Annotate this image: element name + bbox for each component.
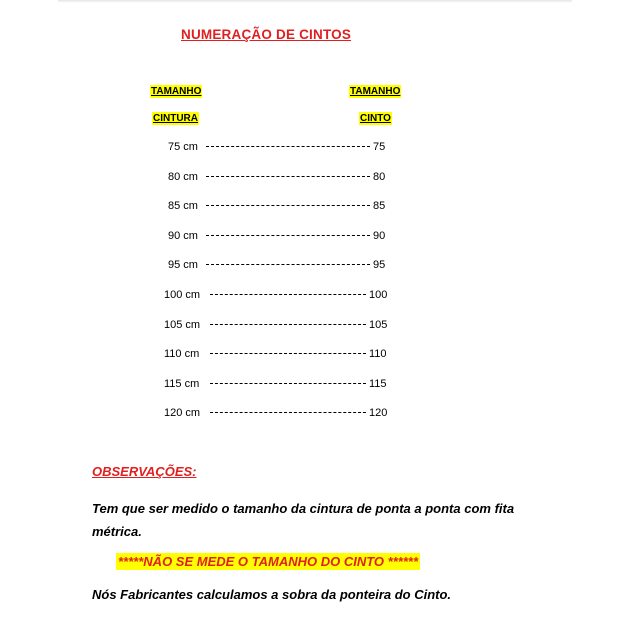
warning-banner: *****NÃO SE MEDE O TAMANHO DO CINTO ****** <box>118 554 419 569</box>
dotted-leader <box>206 264 370 265</box>
observations-text: Tem que ser medido o tamanho da cintura de ponta a ponta com fita métrica. <box>92 501 515 539</box>
waist-size: 100 cm <box>164 289 201 301</box>
belt-size: 115 <box>369 378 387 390</box>
waist-size: 90 cm <box>168 230 198 242</box>
belt-size: 105 <box>369 319 388 331</box>
dotted-leader <box>206 146 370 147</box>
size-row <box>161 139 401 155</box>
size-row <box>161 257 401 273</box>
dotted-leader <box>210 324 366 325</box>
size-row <box>161 287 401 303</box>
waist-size: 85 cm <box>168 200 198 212</box>
dotted-leader <box>206 235 370 236</box>
dotted-leader <box>210 383 366 384</box>
size-row <box>161 346 401 362</box>
belt-size: 110 <box>369 348 387 360</box>
waist-size: 105 cm <box>164 319 201 331</box>
size-row <box>161 169 401 185</box>
size-row <box>161 198 401 214</box>
waist-size: 120 cm <box>164 407 201 419</box>
belt-size: 80 <box>373 171 386 183</box>
waist-size: 95 cm <box>168 259 198 271</box>
belt-size: 85 <box>373 200 386 212</box>
page-top-edge <box>58 0 572 3</box>
size-row <box>161 317 401 333</box>
manufacturer-note: Nós Fabricantes calculamos a sobra da ponteira do Cinto. <box>92 587 452 602</box>
size-row <box>161 405 401 421</box>
dotted-leader <box>210 412 366 413</box>
size-row <box>161 376 401 392</box>
waist-size: 110 cm <box>164 348 200 360</box>
header-waist-line2: CINTURA <box>153 113 198 124</box>
size-row <box>161 228 401 244</box>
waist-size: 75 cm <box>168 141 198 153</box>
dotted-leader <box>210 294 366 295</box>
waist-size: 115 cm <box>164 378 200 390</box>
header-belt-line1: TAMANHO <box>350 86 401 97</box>
header-belt-line2: CINTO <box>360 113 391 124</box>
header-waist-line1: TAMANHO <box>151 86 202 97</box>
observations-title: OBSERVAÇÕES: <box>92 464 197 479</box>
dotted-leader <box>210 353 366 354</box>
belt-size: 75 <box>373 141 386 153</box>
page-title: NUMERAÇÃO DE CINTOS <box>181 27 352 42</box>
waist-size: 80 cm <box>168 171 198 183</box>
belt-size: 120 <box>369 407 388 419</box>
belt-size: 95 <box>373 259 386 271</box>
belt-size: 90 <box>373 230 386 242</box>
dotted-leader <box>206 205 370 206</box>
dotted-leader <box>206 176 370 177</box>
belt-size: 100 <box>369 289 388 301</box>
